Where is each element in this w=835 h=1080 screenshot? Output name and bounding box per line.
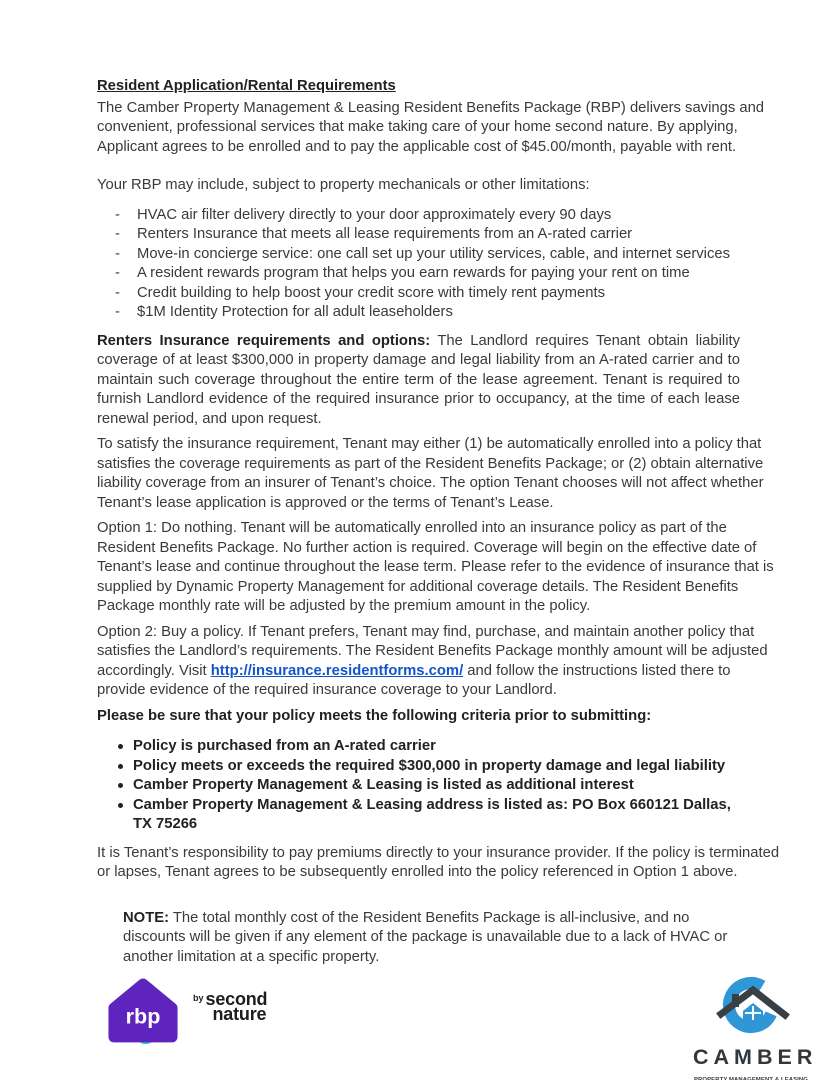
list-item: - Credit building to help boost your credit score with timely rent payments <box>137 284 780 304</box>
option1-paragraph: Option 1: Do nothing. Tenant will be automatically enrolled into an insurance policy as part of the Resident Benefits Package. No further action is required. Coverage will begin on the effective date of Tenant’s lease and continue throughout the lease term. Please refer to the evidence of insurance that is supplied by Dynamic Property Management for additional coverage details. The Resident Benefits Package monthly rate will be adjusted by the premium amount in the policy. <box>97 520 774 614</box>
satisfy-requirement-paragraph: To satisfy the insurance requirement, Tenant may either (1) be automatically enrolled into a policy that satisfies the coverage requirements as part of the Resident Benefits Package; or (2) obtain alternative liability coverage from an insurer of Tenant’s choice. The option Tenant chooses will not affect whether Tenant’s lease application is approved or the terms of Tenant’s Lease. <box>97 436 764 511</box>
list-item: Policy is purchased from an A-rated carrier <box>133 737 750 757</box>
insurance-residentforms-link[interactable]: http://insurance.residentforms.com/ <box>210 662 464 679</box>
option2-paragraph <box>97 623 780 701</box>
camber-logo <box>689 975 818 1080</box>
camber-house-icon <box>691 1025 811 1041</box>
list-item: Camber Property Management & Leasing address is listed as: PO Box 660121 Dallas, TX 75266 <box>133 796 750 835</box>
second-nature-wordmark <box>193 989 268 1024</box>
renters-insurance-text: The Landlord requires Tenant obtain liability coverage of at least $300,000 in property damage and legal liability from an A-rated carrier and to maintain such coverage throughout the entire term of the lease agreement. Tenant is required to furnish Landlord evidence of the required insurance prior to occupancy, at the time of each lease renewal period, and upon request. <box>97 332 740 427</box>
rbp-benefits-list <box>97 206 780 323</box>
list-item: - Renters Insurance that meets all lease requirements from an A-rated carrier <box>137 225 780 245</box>
rbp-monogram: rbp <box>125 1003 161 1029</box>
note-text: The total monthly cost of the Resident Benefits Package is all-inclusive, and no discounts will be given if any element of the package is unavailable due to a lack of HVAC or another limitation at a specific property. <box>123 909 728 965</box>
renters-insurance-paragraph <box>97 332 780 430</box>
list-item: - Move-in concierge service: one call set up your utility services, cable, and internet services <box>137 245 780 265</box>
list-item: - A resident rewards program that helps you earn rewards for paying your rent on time <box>137 264 780 284</box>
list-item: Policy meets or exceeds the required $300,000 in property damage and legal liability <box>133 757 750 777</box>
list-item: - HVAC air filter delivery directly to your door approximately every 90 days <box>137 206 780 226</box>
second-nature-words <box>205 989 268 1024</box>
camber-tagline: PROPERTY MANAGEMENT & LEASING <box>694 1076 808 1080</box>
list-item: Camber Property Management & Leasing is listed as additional interest <box>133 776 750 796</box>
note-paragraph <box>123 909 780 968</box>
brand-line: second <box>205 989 268 1009</box>
responsibility-paragraph: It is Tenant’s responsibility to pay premiums directly to your insurance provider. If the policy is terminated or lapses, Tenant agrees to be subsequently enrolled into the policy referenced in Option 1 above. <box>97 844 780 880</box>
renters-insurance-label: Renters Insurance requirements and options: <box>97 332 431 349</box>
intro-paragraph: The Camber Property Management & Leasing Resident Benefits Package (RBP) delivers savings and convenient, professional services that make taking care of your home second nature. By applying, Applicant agrees to be enrolled and to pay the applicable cost of $45.00/month, payable with rent. <box>97 99 765 155</box>
note-label: NOTE: <box>123 909 170 926</box>
criteria-heading: Please be sure that your policy meets the following criteria prior to submitting: <box>97 707 652 724</box>
option2-text-after: and follow the instructions listed there to provide evidence of the required insurance coverage to your Landlord. <box>97 662 731 698</box>
option2-text-before: Option 2: Buy a policy. If Tenant prefers, Tenant may find, purchase, and maintain another policy that satisfies the Landlord’s requirements. The Resident Benefits Package monthly amount will be adjusted accordingly. Visit <box>97 623 768 679</box>
rbp-include-intro: Your RBP may include, subject to property mechanicals or other limitations: <box>97 177 590 193</box>
rbp-logo-icon <box>99 975 187 1058</box>
brand-line: nature <box>212 1004 267 1024</box>
list-item: - $1M Identity Protection for all adult leaseholders <box>137 303 780 323</box>
page-title: Resident Application/Rental Requirements <box>97 78 396 94</box>
by-label: by <box>193 993 204 1003</box>
camber-name: CAMBER <box>693 1044 818 1069</box>
policy-criteria-list <box>97 737 780 835</box>
rbp-second-nature-logo <box>99 975 267 1058</box>
footer-logos <box>97 975 818 1080</box>
